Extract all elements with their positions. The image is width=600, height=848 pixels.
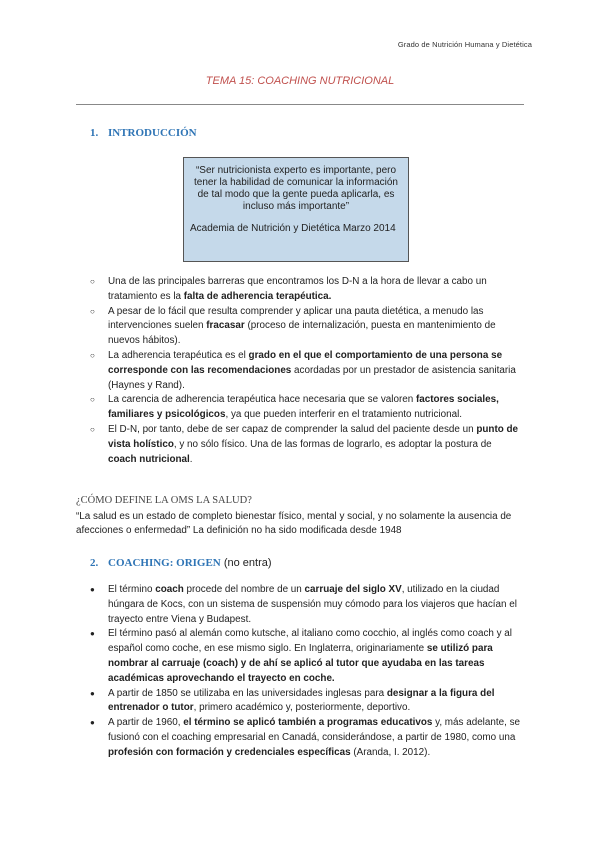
bold-text: designar a la figura del entrenador o tutor: [108, 687, 495, 714]
bold-text: profesión con formación y credenciales específicas: [108, 746, 351, 758]
list-item: [90, 393, 522, 423]
origin-bullet-list: [90, 583, 522, 761]
text-segment: , primero académico y, posteriormente, deportivo.: [193, 702, 411, 714]
document-subject: Grado de Nutrición Humana y Dietética: [397, 40, 532, 49]
text-segment: y, más adelante, se fusionó con el coaching empresarial en Canadá, considerándose, a partir de 1980, como una: [108, 717, 521, 743]
list-item: [90, 583, 522, 627]
bold-text: factores sociales, familiares y psicológicos: [108, 394, 499, 421]
section-title: COACHING: ORIGEN: [108, 557, 221, 569]
text-segment: .: [189, 453, 193, 465]
bold-text: grado en el que el comportamiento de una persona se corresponde con las recomendaciones: [108, 349, 503, 376]
list-item: [90, 687, 522, 717]
text-segment: A partir de 1850 se utilizaba en las universidades inglesas para: [108, 687, 387, 699]
bold-text: carruaje del siglo XV: [304, 584, 402, 595]
section-heading-introduccion: [90, 127, 197, 139]
section-number: 2.: [90, 557, 99, 569]
section-note: (no entra): [220, 557, 272, 569]
list-item: [90, 349, 522, 393]
text-segment: acordadas por un prestador de asistencia sanitaria (Haynes y Rand).: [108, 364, 516, 391]
bold-text: falta de adherencia terapéutica.: [183, 290, 332, 302]
oms-definition-text: “La salud es un estado de completo bienestar físico, mental y social, y no solamente la ausencia de afecciones o enfermedad” La definición no ha sido modificada desde 1948: [76, 511, 512, 536]
text-segment: , utilizado en la ciudad húngara de Kocs, con un sistema de suspensión muy cómodo para los viajeros que hacían el trayecto entre Viena y Budapest.: [108, 584, 517, 625]
oms-question-heading: ¿CÓMO DEFINE LA OMS LA SALUD?: [76, 495, 252, 506]
quote-box: [183, 157, 409, 262]
text-segment: , ya que pueden interferir en el tratamiento nutricional.: [225, 409, 463, 421]
text-segment: El D-N, por tanto, debe de ser capaz de comprender la salud del paciente desde un: [108, 423, 477, 435]
document-title: TEMA 15: COACHING NUTRICIONAL: [205, 75, 395, 87]
list-item: [90, 423, 522, 467]
bold-text: punto de vista holístico: [108, 423, 519, 450]
text-segment: (Aranda, I. 2012).: [350, 746, 431, 758]
text-segment: El término: [108, 584, 156, 595]
section-number: 1.: [90, 127, 99, 139]
text-segment: , y no sólo físico. Una de las formas de lograrlo, es adoptar la postura de: [173, 438, 492, 450]
quote-source: Academia de Nutrición y Dietética Marzo 2014: [190, 223, 396, 234]
bold-text: fracasar: [206, 320, 245, 332]
quote-text: “Ser nutricionista experto es importante, pero tener la habilidad de comunicar la información de tal modo que la gente pueda aplicarla, es incluso más importante”: [193, 165, 398, 212]
text-segment: A pesar de lo fácil que resulta comprender y aplicar una pauta dietética, a menudo las intervenciones suelen: [108, 305, 484, 332]
section-title: INTRODUCCIÓN: [108, 127, 197, 139]
list-item: [90, 716, 522, 760]
title-divider: [76, 104, 524, 105]
text-segment: Una de las principales barreras que encontramos los D-N a la hora de llevar a cabo un tratamiento es la: [108, 276, 487, 302]
text-segment: procede del nombre de un: [183, 584, 305, 595]
bold-text: coach nutricional: [108, 453, 190, 465]
section-heading-coaching-origen: [90, 557, 272, 569]
intro-bullet-list: [90, 275, 522, 467]
text-segment: El término pasó al alemán como kutsche, al italiano como cocchio, al inglés como coach y al español como coche, en ese mismo siglo. En Inglaterra, originariamente: [108, 628, 512, 655]
text-segment: La carencia de adherencia terapéutica hace necesaria que se valoren: [108, 394, 416, 406]
bold-text: se utilizó para nombrar al carruaje (coach) y de ahí se aplicó al tutor que ayudaba en las tareas académicas aprovechando el trayecto en coche.: [108, 643, 493, 684]
list-item: [90, 275, 522, 305]
bold-text: el término se aplicó también a programas educativos: [183, 717, 433, 729]
text-segment: A partir de 1960,: [108, 717, 184, 729]
list-item: [90, 627, 522, 686]
text-segment: (proceso de internalización, puesta en mantenimiento de nuevos hábitos).: [108, 320, 496, 347]
list-item: [90, 305, 522, 349]
text-segment: La adherencia terapéutica es el: [108, 349, 249, 361]
bold-text: coach: [155, 584, 184, 595]
